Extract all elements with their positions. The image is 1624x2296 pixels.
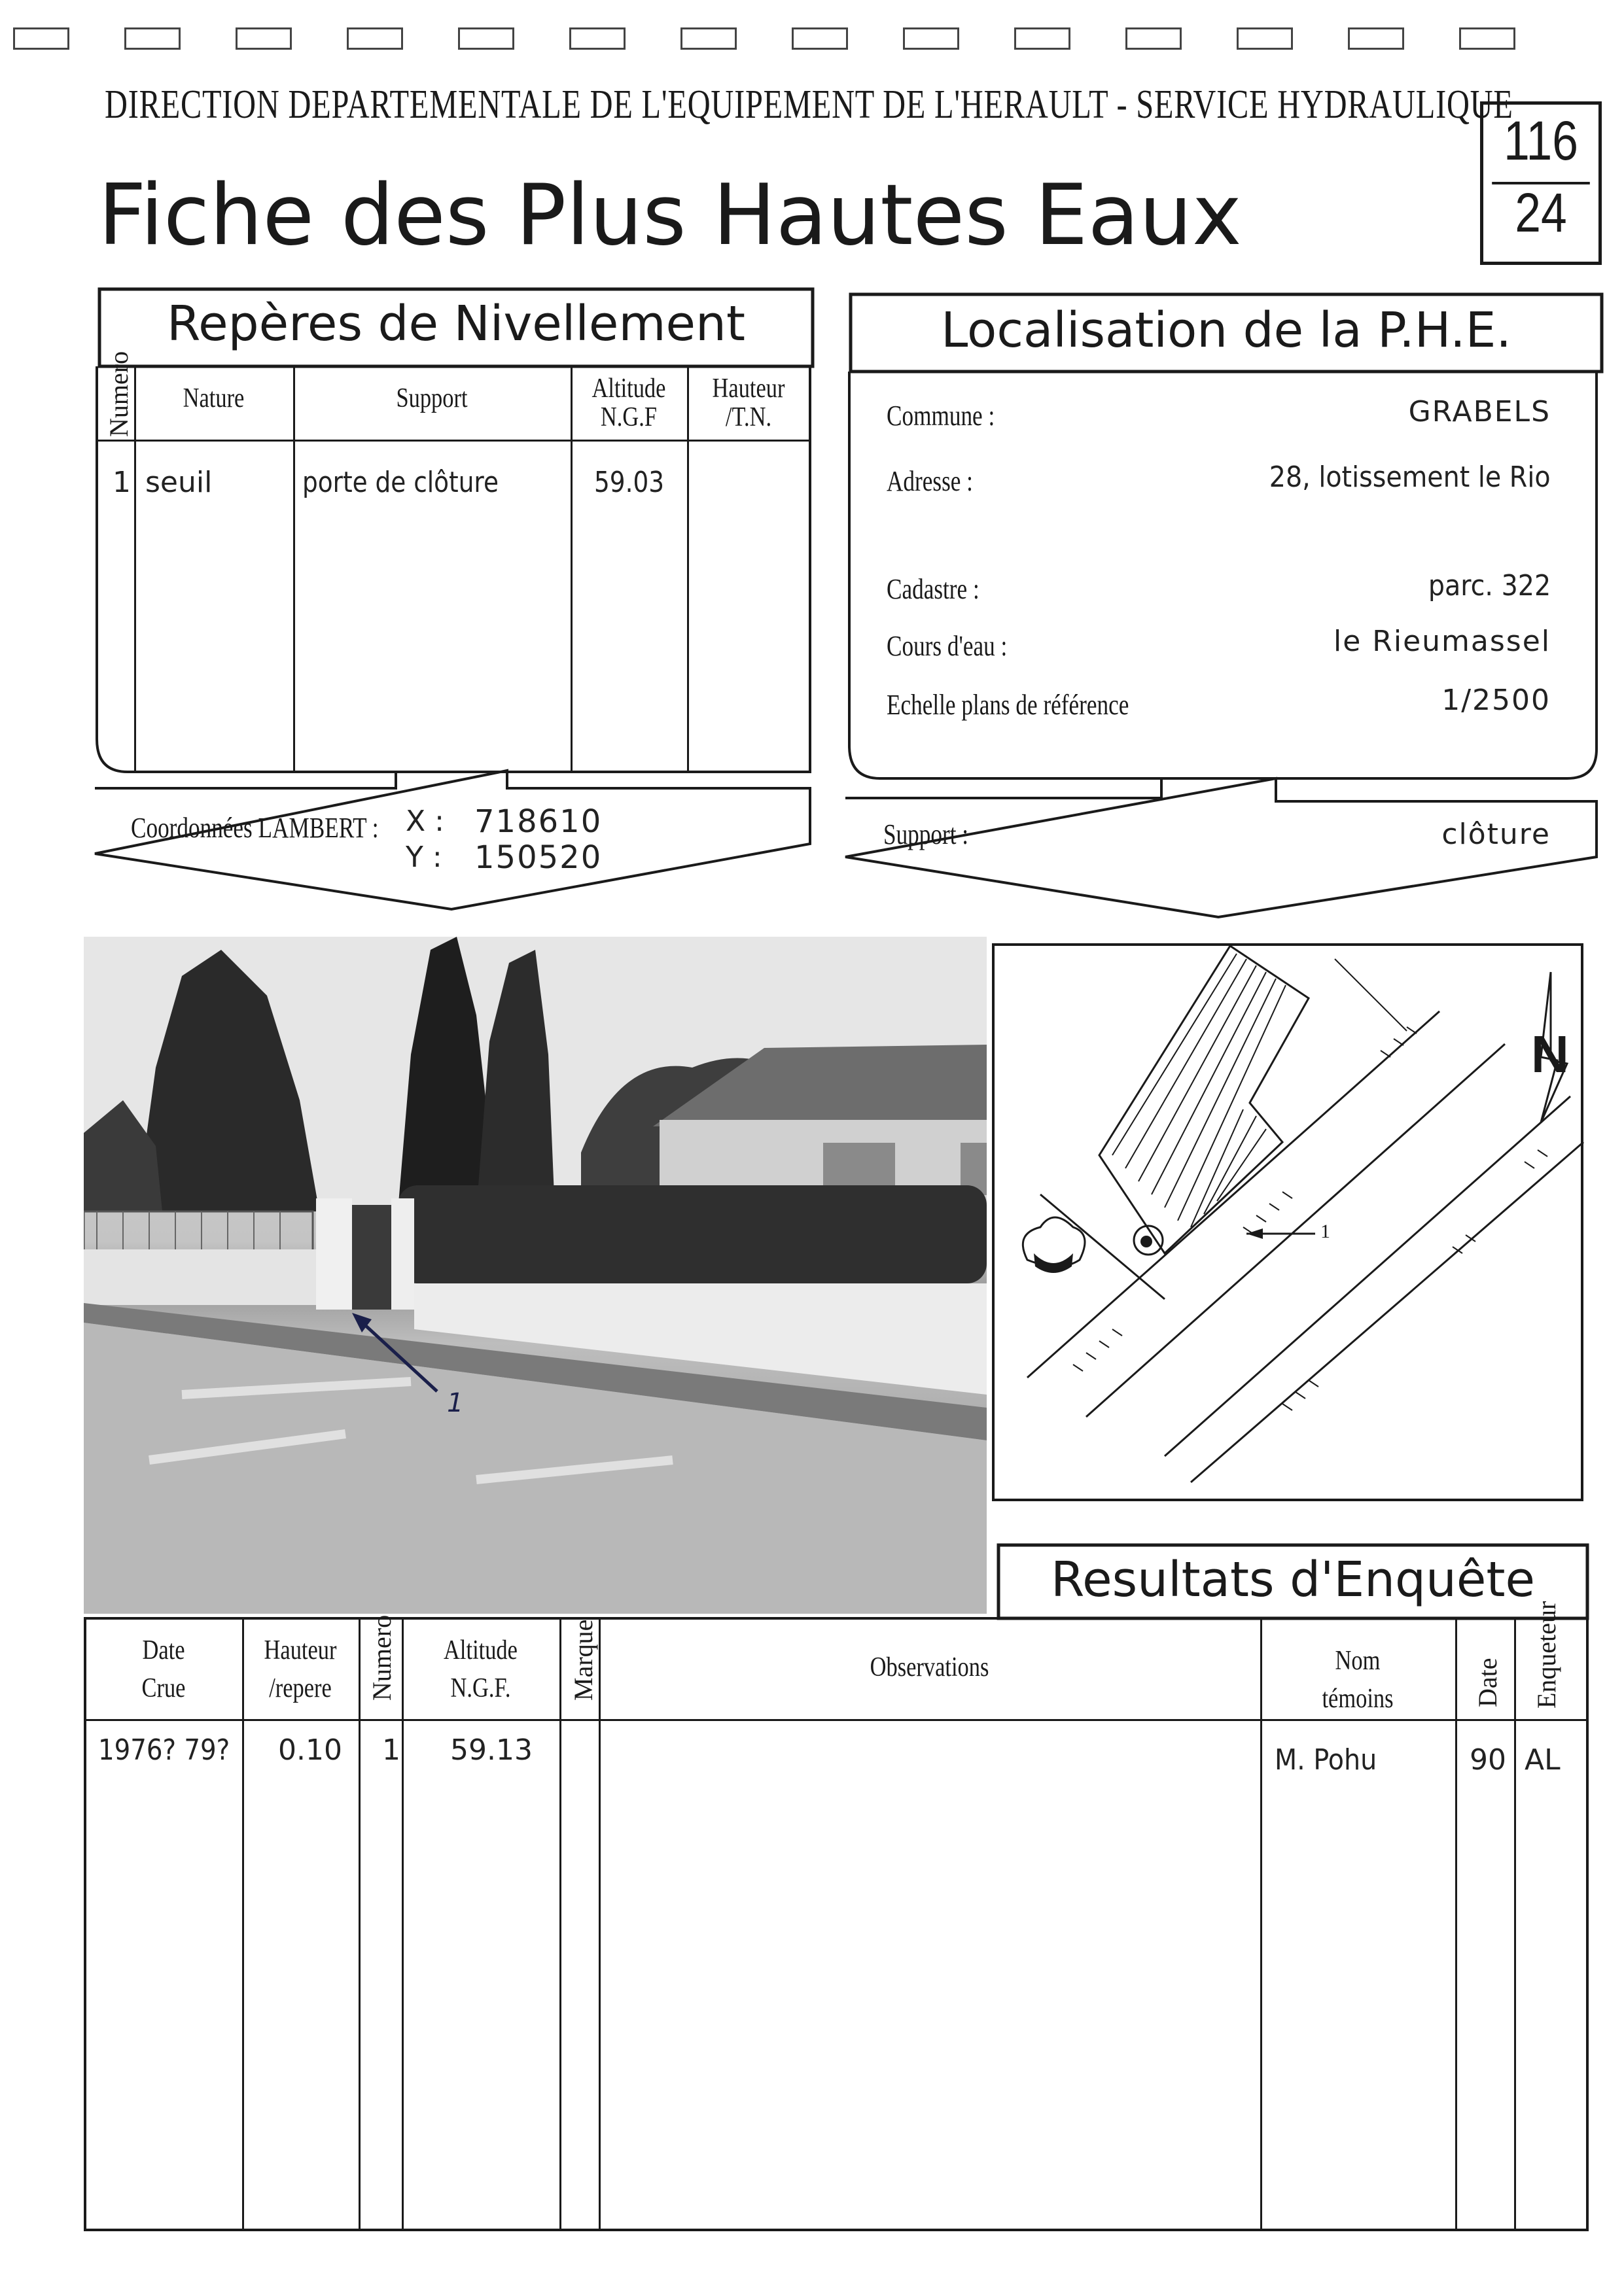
resultats-col-altitude-l1: Altitude [444, 1635, 518, 1665]
reperes-col-altitude-l2: N.G.F [600, 402, 658, 432]
commune-value: GRABELS [1408, 395, 1551, 428]
resultats-col-hauteur-l1: Hauteur [264, 1635, 337, 1665]
resultats-col-numero: Numero [367, 1614, 397, 1701]
reperes-col-hauteur-l1: Hauteur [712, 374, 785, 404]
reperes-col-nature: Nature [183, 383, 245, 413]
resultats-hauteur: 0.10 [278, 1733, 342, 1767]
adresse-value: 28, lotissement le Rio [1269, 461, 1551, 494]
resultats-nom: M. Pohu [1275, 1743, 1377, 1777]
resultats-col-date-crue-l2: Crue [141, 1673, 186, 1703]
reperes-col-support: Support [396, 383, 468, 413]
site-photo-drawing [84, 937, 987, 1614]
location-map [992, 943, 1583, 1501]
reference-number-top: 116 [1504, 110, 1578, 171]
coordonnees-x-value: 718610 [474, 803, 603, 840]
resultats-title: Resultats d'Enquête [1051, 1552, 1535, 1608]
reference-number-bottom: 24 [1515, 182, 1567, 243]
cours-eau-value: le Rieumassel [1333, 625, 1551, 658]
coordonnees-x-label: X : [406, 805, 444, 838]
resultats-col-marque: Marque [569, 1619, 598, 1701]
reperes-title: Repères de Nivellement [167, 296, 745, 352]
resultats-col-date-crue [99, 1631, 228, 1707]
resultats-col-altitude-l2: N.G.F. [450, 1673, 511, 1703]
reperes-col-altitude [581, 374, 677, 432]
photo-marker-label: 1 [447, 1388, 464, 1418]
map-marker-label: 1 [1320, 1221, 1330, 1242]
support-label: Support : [883, 818, 969, 850]
reperes-numero: 1 [113, 466, 131, 499]
resultats-col-nom-l1: Nom [1335, 1646, 1381, 1676]
resultats-altitude: 59.13 [450, 1733, 533, 1767]
resultats-date-crue: 1976? 79? [98, 1733, 230, 1767]
coordonnees-y-label: Y : [406, 841, 442, 874]
reperes-col-hauteur [698, 374, 799, 432]
resultats-enqueteur: AL [1525, 1743, 1561, 1777]
echelle-label: Echelle plans de référence [887, 689, 1129, 721]
coordonnees-label: Coordonnées LAMBERT : [131, 812, 379, 844]
cadastre-label: Cadastre : [887, 573, 980, 605]
organization-header: DIRECTION DEPARTEMENTALE DE L'EQUIPEMENT DE L'HERAULT - SERVICE HYDRAULIQUE [105, 82, 1513, 127]
localisation-title: Localisation de la P.H.E. [941, 302, 1511, 358]
support-value: clôture [1441, 818, 1551, 851]
resultats-col-observations: Observations [870, 1652, 989, 1682]
reperes-col-numero: Numero [104, 351, 133, 437]
reperes-altitude: 59.03 [594, 466, 665, 499]
resultats-date: 90 [1470, 1743, 1506, 1777]
page-title: Fiche des Plus Hautes Eaux [98, 167, 1242, 264]
reperes-col-altitude-l1: Altitude [591, 374, 666, 404]
resultats-col-altitude [416, 1631, 546, 1707]
reperes-nature: seuil [145, 466, 213, 499]
cours-eau-label: Cours d'eau : [887, 630, 1008, 662]
commune-label: Commune : [887, 400, 995, 432]
echelle-value: 1/2500 [1441, 684, 1551, 717]
location-map-drawing [995, 946, 1586, 1504]
reperes-support: porte de clôture [302, 466, 499, 499]
resultats-col-hauteur [253, 1631, 348, 1707]
reperes-col-hauteur-l2: /T.N. [725, 402, 772, 432]
resultats-col-nom [1278, 1642, 1438, 1718]
north-label: N [1531, 1025, 1569, 1083]
cadastre-value: parc. 322 [1428, 569, 1551, 602]
resultats-numero: 1 [382, 1733, 400, 1767]
resultats-col-hauteur-l2: /repere [269, 1673, 332, 1703]
adresse-label: Adresse : [887, 465, 973, 497]
resultats-col-nom-l2: témoins [1322, 1684, 1394, 1714]
resultats-col-enqueteur: Enqueteur [1532, 1601, 1561, 1709]
site-photo [84, 937, 987, 1614]
resultats-col-date-crue-l1: Date [142, 1635, 185, 1665]
resultats-col-date: Date [1473, 1658, 1502, 1707]
coordonnees-y-value: 150520 [474, 839, 603, 876]
